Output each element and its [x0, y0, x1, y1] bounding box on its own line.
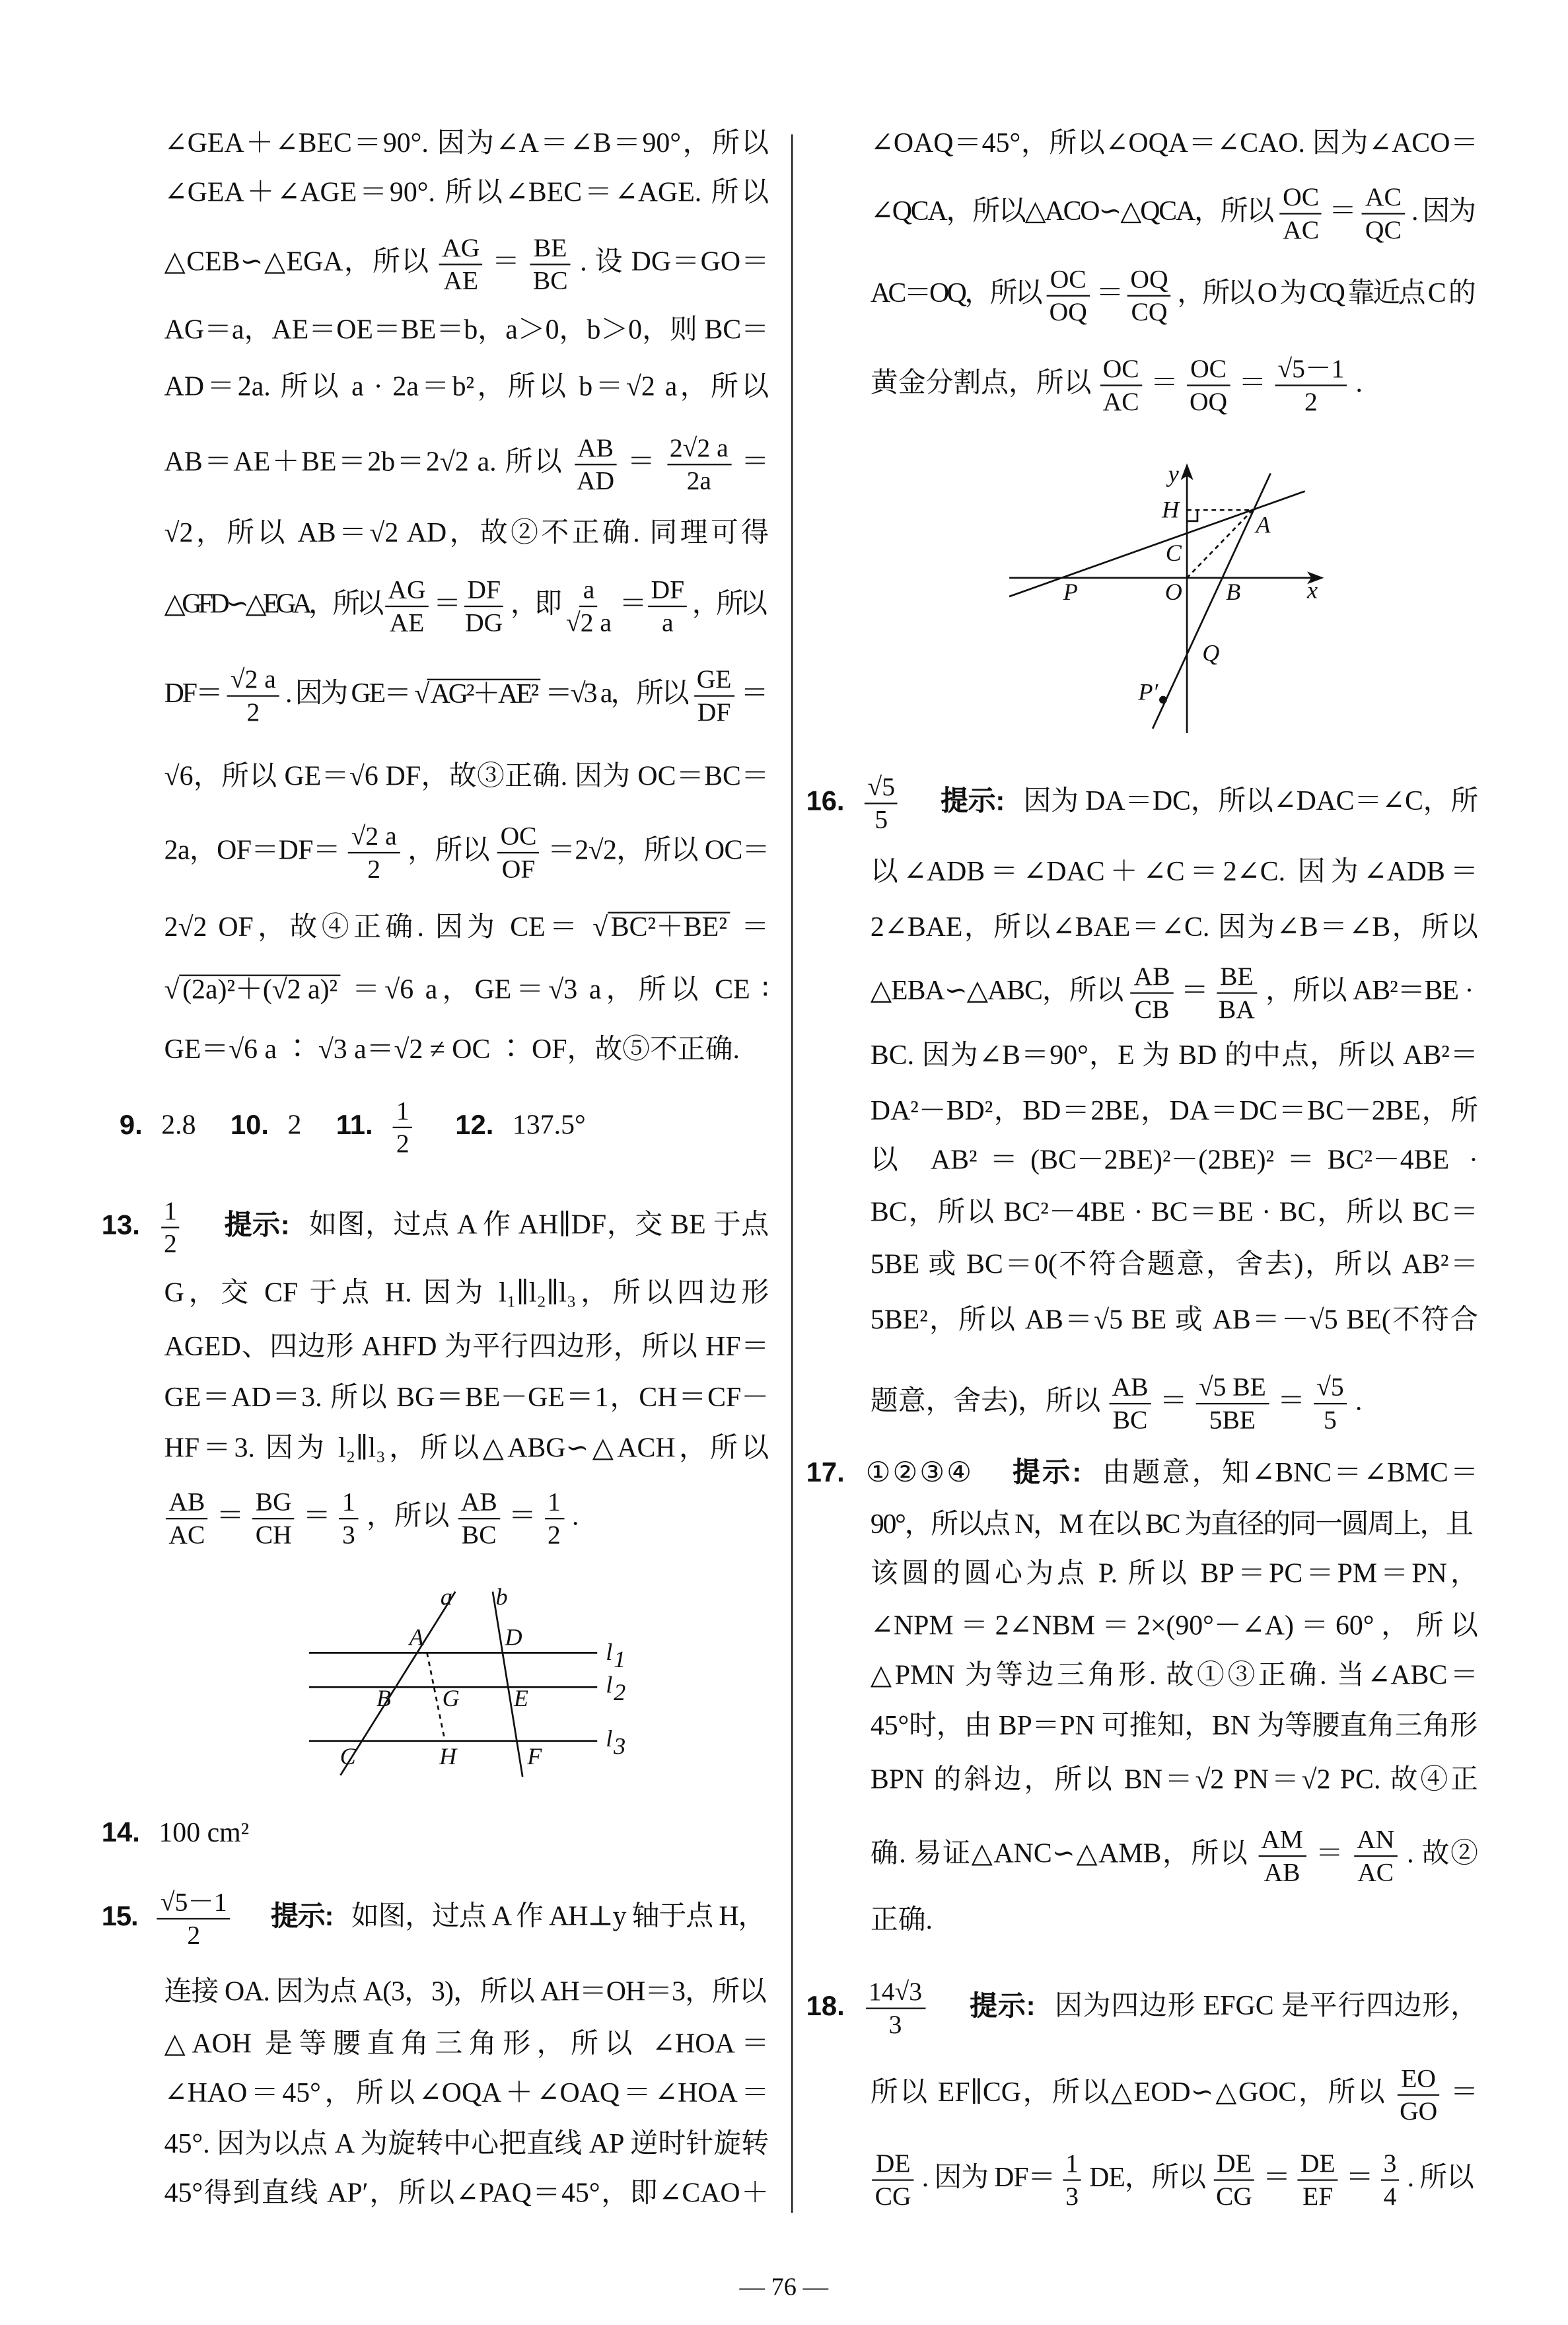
denominator: a: [662, 606, 674, 637]
text: ，所以: [692, 590, 764, 620]
text: 正确.: [870, 1906, 933, 1937]
text: 因为四边形 EFGC 是平行四边形，: [1054, 1992, 1478, 2022]
denominator: 2: [396, 1127, 410, 1159]
text: △CEB∽△EGA，所以: [164, 248, 430, 279]
label-l2: l: [606, 1671, 613, 1698]
text: ＝: [1345, 2164, 1373, 2194]
text: ＝: [1329, 197, 1355, 228]
text: 题意，舍去)，所以: [870, 1387, 1101, 1417]
denominator: AE: [389, 606, 425, 637]
numerator: AG: [385, 576, 429, 607]
text: AB＝AE＋BE＝2b＝2√2 a. 所以: [164, 448, 564, 478]
numerator: √5－1: [157, 1888, 230, 1919]
radicand: BC²＋BE²: [608, 912, 730, 943]
numerator: GE: [694, 665, 734, 696]
text: . 因为 DF＝: [921, 2164, 1055, 2194]
text: ＝: [741, 448, 769, 478]
label-l3: l: [606, 1725, 613, 1752]
numerator: √5－1: [1275, 355, 1347, 386]
text: ，所以 AB²＝BE ·: [1265, 976, 1474, 1007]
label-A: A: [1256, 511, 1271, 538]
numerator: 1: [339, 1488, 358, 1519]
label-C: C: [339, 1743, 356, 1770]
denominator: 2a: [686, 465, 711, 495]
numerator: 2√2 a: [666, 434, 731, 465]
text: 该圆的圆心为点 P. 所以 BP＝PC＝PM＝PN，: [870, 1559, 1478, 1590]
numerator: DF: [648, 576, 688, 607]
denominator: AC: [1102, 386, 1139, 416]
text: DA²－BD²，BD＝2BE，DA＝DC＝BC－2BE，所: [870, 1096, 1478, 1127]
numerator: √5 BE: [1195, 1373, 1269, 1404]
denominator: BA: [1218, 993, 1255, 1024]
numerator: DF: [464, 576, 504, 607]
numerator: BE: [530, 234, 570, 265]
label-a: a: [440, 1583, 452, 1610]
text: ＝: [1180, 976, 1208, 1007]
numerator: AB: [166, 1488, 208, 1519]
denominator: EF: [1302, 2180, 1334, 2211]
line-a: [340, 1592, 455, 1775]
denominator: OQ: [1189, 386, 1228, 416]
text: .: [1355, 1387, 1363, 1417]
label-E: E: [513, 1685, 528, 1712]
text: ＝: [1263, 2164, 1290, 2194]
text: G，交 CF 于点 H. 因为 l₁∥l₂∥l₃，所以四边形: [164, 1279, 769, 1309]
hint-label: 提示:: [224, 1208, 290, 1240]
denominator: 2: [187, 1919, 201, 1950]
radicand: (2a)²＋(√2 a)²: [180, 975, 341, 1006]
text: . 因为 GE＝: [285, 680, 410, 710]
denominator: GO: [1400, 2095, 1438, 2126]
denominator: 5: [874, 804, 888, 834]
text: 2∠BAE，所以∠BAE＝∠C. 因为∠B＝∠B，所以: [870, 913, 1478, 944]
numerator: AC: [1362, 183, 1404, 214]
numerator: OC: [497, 822, 540, 853]
numerator: AB: [458, 1488, 500, 1519]
label-l1: l: [606, 1638, 613, 1665]
text: ＝: [1159, 1387, 1188, 1417]
item-number: 10.: [230, 1108, 269, 1140]
text: ＝√3 a，所以: [545, 680, 688, 710]
numerator: √5: [1314, 1373, 1347, 1404]
text: √2，所以 AB＝√2 AD，故②不正确. 同理可得: [164, 519, 769, 550]
text: ＝: [508, 1502, 536, 1532]
numerator: a: [580, 576, 598, 607]
text: ＝: [1277, 1387, 1305, 1417]
label-P-prime: P′: [1138, 678, 1158, 705]
radicand: AG²＋AE²: [427, 678, 540, 709]
text: ，即: [510, 590, 559, 620]
denominator: √2 a: [566, 606, 612, 637]
denominator: 3: [888, 2009, 902, 2039]
numerator: OC: [1188, 355, 1230, 386]
numerator: 1: [545, 1488, 564, 1519]
numerator: AB: [1109, 1373, 1151, 1404]
text: ＝: [433, 590, 458, 620]
text: ，所以: [367, 1502, 450, 1532]
denominator: BC: [532, 265, 568, 295]
text: .: [572, 1502, 579, 1532]
point-P-prime: [1160, 697, 1166, 703]
denominator: 5: [1324, 1404, 1337, 1435]
denominator: AC: [168, 1519, 205, 1550]
text: 由题意，知∠BNC＝∠BMC＝: [1102, 1459, 1478, 1489]
text: 90°，所以点 N，M 在以 BC 为直径的同一圆周上，且: [870, 1511, 1472, 1541]
item-number: 17.: [806, 1456, 845, 1488]
text: ＝: [1315, 1840, 1345, 1870]
label-O: O: [1164, 578, 1182, 605]
denominator: 3: [342, 1519, 355, 1550]
item-number: 11.: [336, 1108, 373, 1140]
text: 45°. 因为以点 A 为旋转中心把直线 AP 逆时针旋转: [164, 2130, 769, 2161]
label-G: G: [442, 1685, 460, 1712]
denominator: 3: [1065, 2180, 1079, 2211]
text: ＝: [741, 913, 769, 944]
numerator: DE: [1214, 2149, 1255, 2180]
numerator: √2 a: [227, 665, 279, 696]
figure-coordinate-labels: [1063, 460, 1318, 705]
text: .: [1355, 369, 1363, 400]
numerator: AB: [1131, 962, 1173, 993]
numerator: 14√3: [865, 1978, 925, 2009]
text: ∠HAO＝45°，所以∠OQA＋∠OAQ＝∠HOA＝: [164, 2079, 769, 2110]
item-number: 9.: [119, 1108, 143, 1140]
numerator: AG: [439, 234, 483, 265]
text: GE＝√6 a ∶ √3 a＝√2 ≠ OC ∶ OF，故⑤不正确.: [164, 1036, 740, 1066]
text: ＝: [619, 590, 643, 620]
label-x: x: [1306, 577, 1318, 604]
text: 45°得到直线 AP′，所以∠PAQ＝45°，即∠CAO＋: [164, 2179, 769, 2209]
denominator: 5BE: [1209, 1404, 1256, 1435]
text: AGED、四边形 AHFD 为平行四边形，所以 HF＝: [164, 1333, 769, 1363]
text: ∠GEA＋∠BEC＝90°. 因为∠A＝∠B＝90°，所以: [164, 129, 769, 160]
text: 137.5°: [512, 1111, 586, 1141]
label-B: B: [1226, 578, 1241, 605]
denominator: AB: [1264, 1856, 1301, 1887]
text: 5BE 或 BC＝0(不符合题意，舍去)，所以 AB²＝: [870, 1250, 1478, 1281]
line-PA: [1009, 491, 1305, 596]
label-C: C: [1165, 540, 1182, 567]
item-number: 12.: [455, 1108, 494, 1140]
denominator: AD: [576, 465, 615, 495]
text: 因为 DA＝DC，所以∠DAC＝∠C，所: [1023, 787, 1479, 818]
text: ＝: [627, 448, 657, 478]
text: 2: [287, 1111, 336, 1141]
text: DE，所以: [1089, 2164, 1205, 2194]
radical-sign-icon: √: [164, 976, 180, 1007]
text: ∠QCA，所以△ACO∽△QCA，所以: [870, 197, 1273, 228]
text: AC＝OQ，所以: [870, 279, 1040, 310]
denominator: OF: [501, 853, 536, 884]
item-number: 16.: [806, 784, 845, 816]
denominator: DG: [465, 606, 503, 637]
text: ，所以: [408, 836, 489, 867]
denominator: CQ: [1131, 296, 1168, 326]
hint-label: 提示:: [941, 784, 1005, 816]
numerator: 1: [393, 1097, 412, 1128]
label-F: F: [527, 1743, 542, 1770]
text: ＝: [1096, 279, 1122, 310]
numerator: √5: [865, 773, 898, 804]
denominator: OQ: [1049, 296, 1087, 326]
page-number: — 76 —: [739, 2272, 829, 2301]
label-D: D: [505, 1624, 522, 1651]
text: √6，所以 GE＝√6 DF，故③正确. 因为 OC＝BC＝: [164, 762, 769, 793]
denominator: CB: [1134, 993, 1170, 1024]
text: BPN 的斜边，所以 BN＝√2 PN＝√2 PC. 故④正: [870, 1766, 1478, 1796]
label-P: P: [1063, 578, 1078, 605]
numerator: BE: [1217, 962, 1257, 993]
text: ＝: [740, 680, 767, 710]
text: ＝: [491, 248, 521, 279]
item-number: 13.: [101, 1208, 140, 1240]
text: DF＝: [164, 680, 221, 710]
denominator: AE: [443, 265, 479, 295]
denominator: 2: [367, 853, 381, 884]
text: BC，所以 BC²－4BE · BC＝BE · BC，所以 BC＝: [870, 1198, 1478, 1229]
denominator: DF: [697, 696, 731, 727]
denominator: 2: [548, 1519, 561, 1550]
hint-label: 提示:: [1013, 1456, 1082, 1488]
text: 5BE²，所以 AB＝√5 BE 或 AB＝－√5 BE(不符合: [870, 1306, 1478, 1336]
text: 以∠ADB＝∠DAC＋∠C＝2∠C. 因为∠ADB＝: [870, 858, 1478, 888]
text: 2a，OF＝DF＝: [164, 836, 341, 867]
text: 100 cm²: [159, 1818, 250, 1849]
denominator: QC: [1365, 214, 1402, 244]
denominator: BC: [461, 1519, 497, 1550]
text: 以 AB²＝(BC－2BE)²－(2BE)²＝BC²－4BE ·: [870, 1146, 1478, 1176]
numerator: OQ: [1127, 265, 1171, 296]
denominator: AC: [1283, 214, 1320, 244]
numerator: AM: [1258, 1826, 1306, 1857]
denominator: 2: [1304, 386, 1318, 416]
hint-label: 提示:: [970, 1989, 1036, 2021]
text: ①②③④: [865, 1459, 1004, 1489]
text: BC. 因为∠B＝90°，E 为 BD 的中点，所以 AB²＝: [870, 1042, 1478, 1072]
numerator: 1: [160, 1197, 180, 1228]
numerator: 3: [1380, 2149, 1400, 2180]
text: . 因为: [1411, 197, 1475, 228]
hint-label: 提示:: [271, 1899, 334, 1931]
denominator: CG: [1215, 2180, 1252, 2211]
label-l3-sub: 3: [614, 1733, 626, 1760]
text: AG＝a，AE＝OE＝BE＝b，a＞0，b＞0，则 BC＝: [164, 316, 769, 346]
text: △GFD∽△EGA，所以: [164, 590, 380, 620]
numerator: OC: [1100, 355, 1142, 386]
numerator: DE: [1297, 2149, 1338, 2180]
label-H: H: [1162, 496, 1180, 523]
text: ＝2√2，所以 OC＝: [548, 836, 769, 867]
label-B: B: [376, 1685, 391, 1712]
text: ＝: [303, 1502, 331, 1532]
denominator: BC: [1112, 1404, 1148, 1435]
text: ∠GEA＋∠AGE＝90°. 所以∠BEC＝∠AGE. 所以: [164, 178, 769, 209]
numerator: AB: [575, 434, 617, 465]
item-number: 15.: [101, 1899, 138, 1931]
radical-sign-icon: √: [414, 680, 428, 710]
label-A: A: [409, 1624, 424, 1651]
numerator: OC: [1047, 265, 1089, 296]
item-number: 18.: [806, 1989, 845, 2021]
item-number: 14.: [101, 1816, 140, 1847]
numerator: BG: [252, 1488, 295, 1519]
text: 连接 OA. 因为点 A(3，3)，所以 AH＝OH＝3，所以: [164, 1978, 766, 2008]
text: AD＝2a. 所以 a · 2a＝b²，所以 b＝√2 a，所以: [164, 373, 769, 403]
text: GE＝AD＝3. 所以 BG＝BE－GE＝1，CH＝CF－: [164, 1383, 769, 1414]
denominator: 2: [163, 1228, 177, 1258]
denominator: AC: [1357, 1856, 1394, 1887]
denominator: 4: [1383, 2180, 1397, 2211]
numerator: √2 a: [348, 822, 400, 853]
text: ∠NPM＝2∠NBM＝2×(90°－∠A)＝60°，所以: [870, 1612, 1478, 1642]
label-H: H: [439, 1743, 457, 1770]
denominator: 2: [246, 696, 260, 727]
numerator: AN: [1354, 1826, 1398, 1857]
text: 所以 EF∥CG，所以△EOD∽△GOC，所以: [870, 2079, 1387, 2109]
text: △AOH 是等腰直角三角形，所以 ∠HOA＝: [164, 2030, 769, 2060]
denominator: CH: [255, 1519, 292, 1550]
text: ＝: [1238, 369, 1267, 400]
text: △EBA∽△ABC，所以: [870, 976, 1123, 1007]
numerator: EO: [1398, 2064, 1439, 2095]
text: ＝: [216, 1502, 244, 1532]
label-y: y: [1168, 460, 1179, 487]
numerator: 1: [1063, 2149, 1082, 2180]
line-b: [493, 1592, 522, 1777]
text: 如图，过点 A 作 AH⊥y 轴于点 H，: [351, 1902, 766, 1933]
text: 黄金分割点，所以: [870, 369, 1092, 400]
label-l2-sub: 2: [614, 1678, 626, 1705]
text: ＝√6 a，GE＝√3 a，所以 CE ∶: [352, 976, 769, 1007]
text: 2√2 OF，故④正确. 因为 CE＝: [164, 913, 582, 944]
text: . 故②: [1407, 1840, 1478, 1870]
label-Q: Q: [1202, 639, 1220, 666]
radical-sign-icon: √: [592, 913, 608, 944]
text: 2.8: [161, 1111, 231, 1141]
text: △PMN 为等边三角形. 故①③正确. 当∠ABC＝: [870, 1661, 1478, 1692]
text: HF＝3. 因为 l₂∥l₃，所以△ABG∽△ACH，所以: [164, 1434, 769, 1464]
text: 如图，过点 A 作 AH∥DF，交 BE 于点: [308, 1211, 769, 1242]
text: 45°时，由 BP＝PN 可推知，BN 为等腰直角三角形: [870, 1712, 1478, 1742]
numerator: OC: [1280, 183, 1322, 214]
label-b: b: [495, 1583, 508, 1610]
text: 确. 易证△ANC∽△AMB，所以: [870, 1840, 1249, 1870]
text: ＝: [1450, 2079, 1478, 2109]
text: ，所以 O 为 CQ 靠近点 C 的: [1177, 279, 1474, 310]
text: ∠OAQ＝45°，所以∠OQA＝∠CAO. 因为∠ACO＝: [870, 129, 1478, 160]
text: . 所以: [1407, 2164, 1474, 2194]
right-angle-mark: [1187, 510, 1197, 521]
label-l1-sub: 1: [614, 1646, 626, 1673]
numerator: DE: [873, 2149, 913, 2180]
denominator: CG: [874, 2180, 911, 2211]
text: . 设 DG＝GO＝: [580, 248, 769, 279]
text: ＝: [1150, 369, 1178, 400]
